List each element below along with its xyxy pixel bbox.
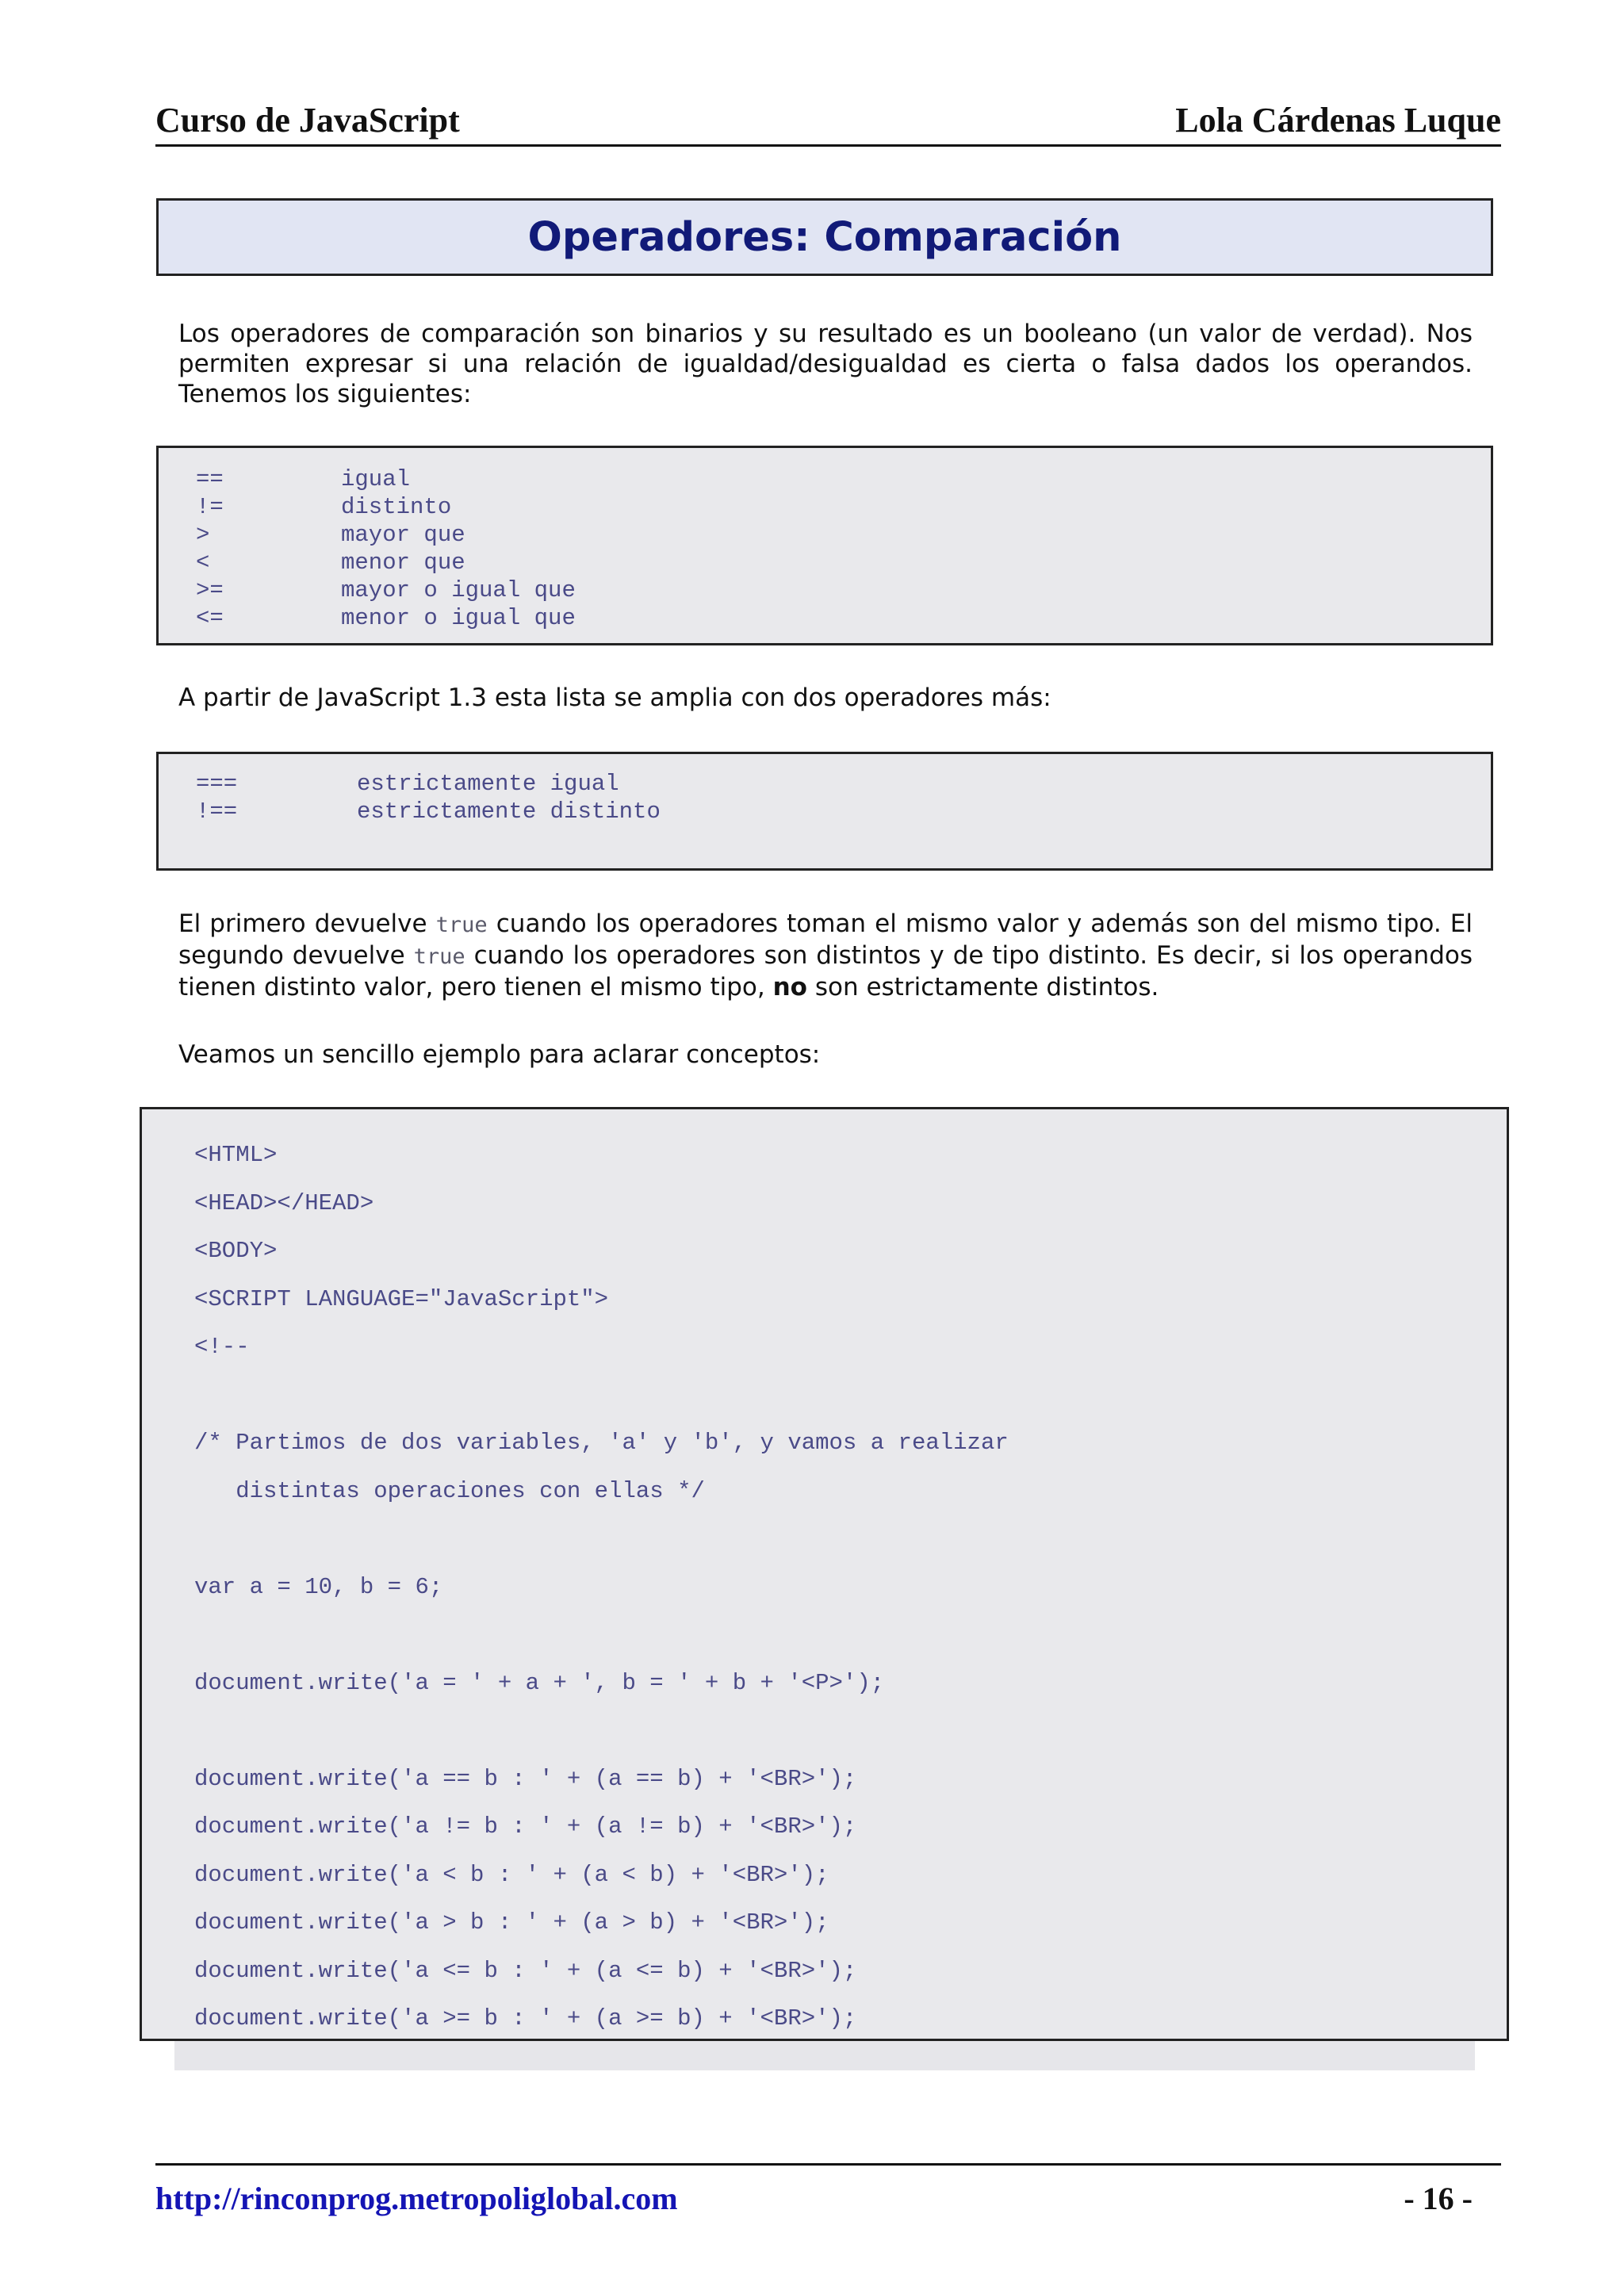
code-line: var a = 10, b = 6; xyxy=(194,1573,443,1600)
bold-no: no xyxy=(772,973,807,1001)
strict-operators-table xyxy=(156,752,1493,871)
operator-symbol: != xyxy=(196,494,224,520)
code-line: <!-- xyxy=(194,1334,250,1360)
operator-description: menor o igual que xyxy=(341,605,576,631)
page-number: - 16 - xyxy=(1404,2181,1473,2216)
explanation-paragraph: El primero devuelve true cuando los operadores toman el mismo valor y además son del mismo tipo. El segundo devuelve true cuando los operadores son distintos y de tipo distinto. Es decir, si los operandos tienen distinto valor, pero tienen el mismo tipo, no son estrictamente distintos. xyxy=(178,910,1473,1001)
operator-row xyxy=(196,549,1491,576)
operator-description: igual xyxy=(341,466,411,492)
code-line: /* Partimos de dos variables, 'a' y 'b', y vamos a realizar xyxy=(194,1430,1009,1456)
course-title: Curso de JavaScript xyxy=(155,101,460,140)
operators-table xyxy=(156,446,1493,645)
code-line xyxy=(194,1611,1507,1660)
operator-row xyxy=(196,604,1491,632)
code-line: document.write('a <= b : ' + (a <= b) + '<BR>'); xyxy=(194,1957,857,1984)
code-line: document.write('a < b : ' + (a < b) + '<BR>'); xyxy=(194,1861,829,1888)
code-line xyxy=(194,1515,1507,1564)
operator-symbol: <= xyxy=(196,605,224,631)
section-title-box xyxy=(156,198,1493,276)
code-line: distintas operaciones con ellas */ xyxy=(194,1477,705,1504)
code-true: true xyxy=(435,913,488,937)
operator-description: mayor que xyxy=(341,522,465,548)
operator-description: distinto xyxy=(341,494,452,520)
operator-description: estrictamente igual xyxy=(357,771,619,797)
page-header xyxy=(155,94,1501,147)
operator-symbol: !== xyxy=(196,798,238,825)
code-line: document.write('a == b : ' + (a == b) + '<BR>'); xyxy=(194,1765,857,1792)
code-line: <HEAD></HEAD> xyxy=(194,1189,374,1216)
operator-symbol: === xyxy=(196,771,238,797)
section-title: Operadores: Comparación xyxy=(527,213,1122,261)
operator-description: estrictamente distinto xyxy=(357,798,661,825)
operator-row xyxy=(196,521,1491,549)
operator-symbol: == xyxy=(196,466,224,492)
code-line: <BODY> xyxy=(194,1238,278,1264)
code-line: <SCRIPT LANGUAGE="JavaScript"> xyxy=(194,1285,609,1312)
operator-symbol: > xyxy=(196,522,210,548)
operator-row xyxy=(196,576,1491,604)
operator-row xyxy=(196,493,1491,521)
operator-symbol: < xyxy=(196,550,210,576)
operator-symbol: >= xyxy=(196,577,224,603)
author-name: Lola Cárdenas Luque xyxy=(1175,101,1501,140)
code-line: document.write('a = ' + a + ', b = ' + b + '<P>'); xyxy=(194,1669,885,1696)
extension-paragraph: A partir de JavaScript 1.3 esta lista se amplia con dos operadores más: xyxy=(178,684,1051,712)
code-line xyxy=(194,1707,1507,1756)
operator-row xyxy=(196,798,1491,825)
code-line: document.write('a >= b : ' + (a >= b) + '<BR>'); xyxy=(194,2005,857,2032)
example-intro: Veamos un sencillo ejemplo para aclarar conceptos: xyxy=(178,1040,821,1069)
listing-shadow xyxy=(174,2040,1475,2070)
operator-description: mayor o igual que xyxy=(341,577,576,603)
intro-paragraph: Los operadores de comparación son binarios y su resultado es un booleano (un valor de verdad). Nos permiten expresar si una relación de igualdad/desigualdad es cierta o falsa dados los operandos. Tenemos los siguientes: xyxy=(178,320,1473,408)
operator-description: menor que xyxy=(341,550,465,576)
operator-row xyxy=(196,465,1491,493)
code-line: document.write('a > b : ' + (a > b) + '<BR>'); xyxy=(194,1909,829,1936)
site-url: http://rinconprog.metropoliglobal.com xyxy=(155,2181,678,2216)
code-true: true xyxy=(413,944,465,969)
operator-row xyxy=(196,770,1491,798)
code-line xyxy=(194,1372,1507,1420)
code-line: <HTML> xyxy=(194,1142,278,1168)
code-listing xyxy=(140,1107,1509,2041)
code-line: document.write('a != b : ' + (a != b) + '<BR>'); xyxy=(194,1813,857,1840)
page-footer xyxy=(155,2163,1501,2216)
